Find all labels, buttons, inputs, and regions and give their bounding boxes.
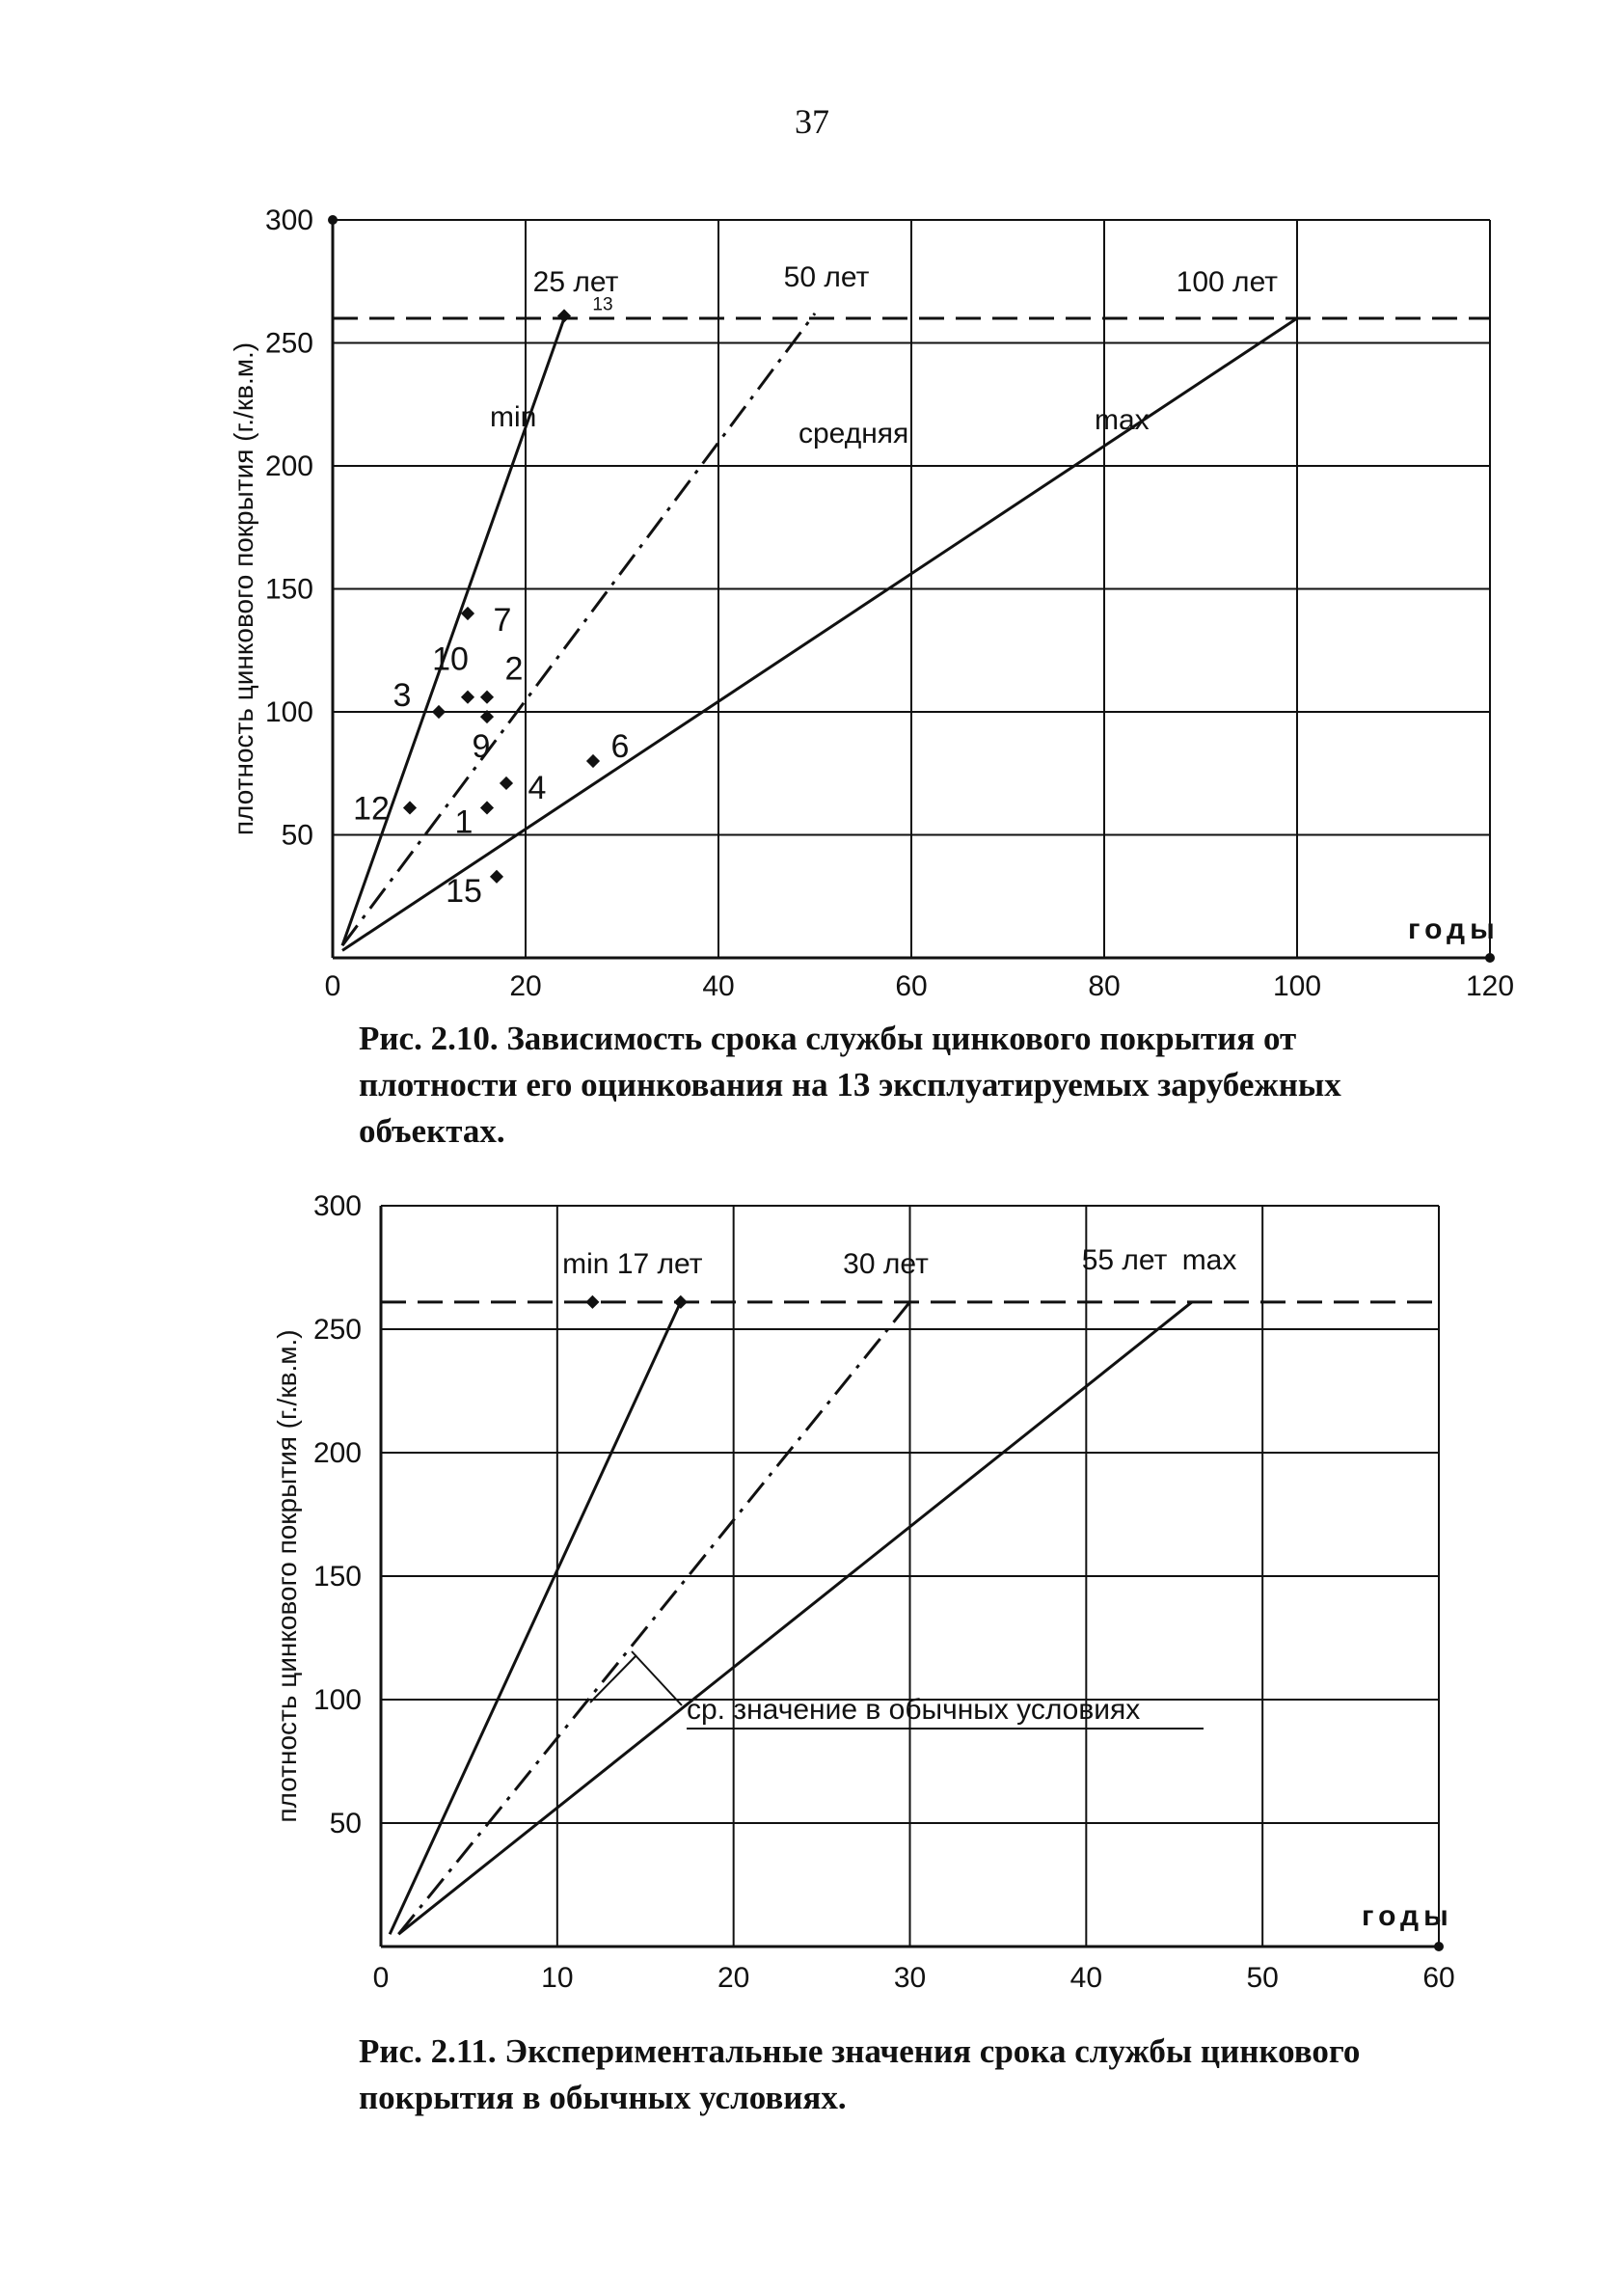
page-number: 37: [795, 102, 829, 141]
x-tick-label: 80: [1088, 970, 1121, 1002]
x-tick-label: 30: [893, 1962, 927, 1994]
y-axis-label: плотность цинкового покрытия (г./кв.м.): [229, 341, 258, 836]
series-label: max: [1095, 404, 1150, 436]
caption-line: Рис. 2.10. Зависимость срока службы цинкового покрытия от: [359, 1020, 1297, 1057]
series-line-solid: [390, 1302, 681, 1934]
axis-end-marker: [1434, 1942, 1444, 1951]
caption-line: плотности его оцинкования на 13 эксплуатируемых зарубежных: [359, 1066, 1341, 1103]
data-point-label: 6: [610, 728, 630, 765]
x-tick-label: 40: [1069, 1962, 1103, 1994]
y-tick-label: 100: [264, 696, 313, 728]
caption-line: покрытия в обычных условиях.: [359, 2079, 847, 2116]
x-tick-label: 40: [702, 970, 735, 1002]
callout-label: ср. значение в обычных условиях: [687, 1694, 1141, 1726]
x-tick-label: 60: [1422, 1962, 1455, 1994]
x-tick-label: 60: [895, 970, 928, 1002]
data-point-label: 13: [592, 294, 613, 315]
y-tick-label: 250: [312, 1314, 362, 1346]
caption-fig-2-11: [359, 2029, 1516, 2121]
y-tick-label: 200: [264, 450, 313, 482]
y-tick-label: 300: [264, 204, 313, 236]
lifetime-label: 25 лет: [532, 266, 619, 298]
y-tick-label: 50: [281, 819, 313, 852]
data-point: [674, 1295, 688, 1309]
lifetime-label: max: [1181, 1243, 1237, 1276]
y-tick-label: 300: [312, 1190, 362, 1222]
x-tick-label: 20: [717, 1962, 750, 1994]
lifetime-label: 50 лет: [783, 260, 870, 293]
callout-pointer: [632, 1651, 682, 1705]
lifetime-label: 55 лет: [1081, 1243, 1168, 1276]
y-tick-label: 200: [312, 1437, 362, 1469]
lifetime-label: min 17 лет: [562, 1247, 703, 1280]
data-point: [585, 1295, 599, 1309]
caption-line: объектах.: [359, 1112, 505, 1150]
x-axis-label: годы: [1362, 1900, 1453, 1932]
series-label: min: [490, 401, 537, 433]
x-tick-label: 20: [509, 970, 542, 1002]
x-tick-label: 0: [324, 970, 341, 1002]
x-axis-label: годы: [1408, 913, 1500, 945]
callout-pointer: [590, 1655, 636, 1702]
caption-line: Рис. 2.11. Экспериментальные значения срока службы цинкового: [359, 2032, 1361, 2070]
data-point-label: 2: [504, 650, 524, 688]
data-point-label: 10: [432, 640, 469, 678]
x-tick-label: 0: [372, 1962, 390, 1994]
data-point-label: 7: [493, 602, 512, 639]
series-line-dashdot: [398, 1302, 909, 1934]
y-tick-label: 150: [264, 573, 313, 606]
data-point-label: 9: [472, 728, 491, 766]
data-point-label: 15: [446, 872, 482, 910]
y-tick-label: 250: [264, 327, 313, 360]
data-point-label: 1: [454, 804, 474, 841]
x-tick-label: 50: [1246, 1962, 1279, 1994]
data-point-label: 3: [392, 677, 412, 714]
y-tick-label: 50: [329, 1808, 362, 1839]
x-tick-label: 120: [1465, 970, 1515, 1002]
data-point-label: 4: [528, 769, 547, 806]
data-point-label: 12: [353, 790, 390, 828]
series-line-solid: [398, 1302, 1192, 1934]
x-tick-label: 100: [1272, 970, 1322, 1002]
y-tick-label: 150: [312, 1561, 362, 1593]
lifetime-label: 30 лет: [843, 1247, 929, 1280]
lifetime-label: 100 лет: [1176, 266, 1278, 298]
x-tick-label: 10: [541, 1962, 574, 1994]
series-label: средняя: [798, 418, 909, 449]
y-tick-label: 100: [312, 1684, 362, 1716]
y-axis-label: плотность цинкового покрытия (г./кв.м.): [272, 1329, 302, 1823]
